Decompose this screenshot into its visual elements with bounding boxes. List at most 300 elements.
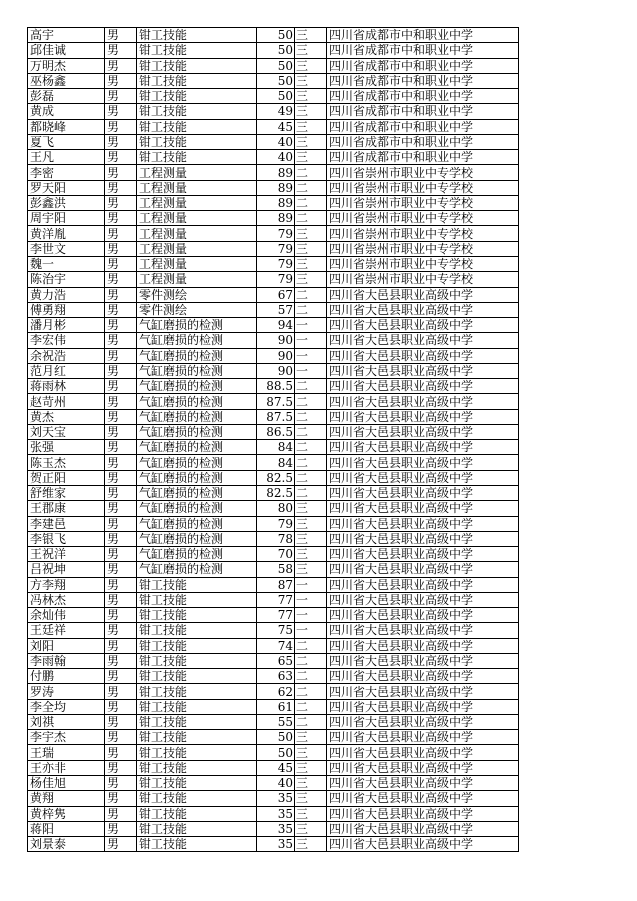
score-cell: 45 (257, 119, 295, 134)
table-row (28, 714, 519, 729)
table-row (28, 119, 519, 134)
table-row (28, 318, 519, 333)
school-cell: 四川省崇州市职业中专学校 (327, 241, 519, 256)
score-cell: 79 (257, 226, 295, 241)
project-cell: 零件测绘 (137, 302, 257, 317)
school-cell: 四川省成都市中和职业中学 (327, 43, 519, 58)
grade-cell: 三 (295, 562, 327, 577)
school-cell: 四川省大邑县职业高级中学 (327, 623, 519, 638)
table-row (28, 287, 519, 302)
school-cell: 四川省大邑县职业高级中学 (327, 806, 519, 821)
project-cell: 钳工技能 (137, 699, 257, 714)
table-row (28, 272, 519, 287)
score-cell: 50 (257, 745, 295, 760)
grade-cell: 二 (295, 394, 327, 409)
score-cell: 90 (257, 363, 295, 378)
school-cell: 四川省大邑县职业高级中学 (327, 791, 519, 806)
score-cell: 86.5 (257, 424, 295, 439)
table-row (28, 409, 519, 424)
school-cell: 四川省成都市中和职业中学 (327, 150, 519, 165)
score-cell: 82.5 (257, 485, 295, 500)
gender-cell: 男 (105, 180, 137, 195)
grade-cell: 一 (295, 577, 327, 592)
score-cell: 75 (257, 623, 295, 638)
school-cell: 四川省成都市中和职业中学 (327, 73, 519, 88)
gender-cell: 男 (105, 287, 137, 302)
gender-cell: 男 (105, 333, 137, 348)
table-row (28, 547, 519, 562)
score-cell: 77 (257, 608, 295, 623)
school-cell: 四川省成都市中和职业中学 (327, 119, 519, 134)
table-row (28, 470, 519, 485)
score-cell: 49 (257, 104, 295, 119)
student-name-cell: 余祝浩 (28, 348, 105, 363)
score-cell: 87.5 (257, 409, 295, 424)
score-cell: 90 (257, 333, 295, 348)
score-cell: 35 (257, 791, 295, 806)
gender-cell: 男 (105, 669, 137, 684)
table-row (28, 394, 519, 409)
gender-cell: 男 (105, 684, 137, 699)
score-cell: 78 (257, 531, 295, 546)
gender-cell: 男 (105, 272, 137, 287)
score-cell: 58 (257, 562, 295, 577)
grade-cell: 二 (295, 409, 327, 424)
project-cell: 工程测量 (137, 211, 257, 226)
project-cell: 工程测量 (137, 241, 257, 256)
project-cell: 钳工技能 (137, 806, 257, 821)
grade-cell: 三 (295, 806, 327, 821)
grade-cell: 一 (295, 623, 327, 638)
student-name-cell: 都晓峰 (28, 119, 105, 134)
score-cell: 55 (257, 714, 295, 729)
results-table-body (28, 28, 519, 852)
project-cell: 钳工技能 (137, 730, 257, 745)
gender-cell: 男 (105, 806, 137, 821)
school-cell: 四川省大邑县职业高级中学 (327, 730, 519, 745)
table-row (28, 516, 519, 531)
student-name-cell: 李宏伟 (28, 333, 105, 348)
student-name-cell: 李建邑 (28, 516, 105, 531)
project-cell: 气缸磨损的检测 (137, 348, 257, 363)
gender-cell: 男 (105, 760, 137, 775)
school-cell: 四川省大邑县职业高级中学 (327, 531, 519, 546)
student-name-cell: 杨佳旭 (28, 776, 105, 791)
gender-cell: 男 (105, 699, 137, 714)
grade-cell: 二 (295, 424, 327, 439)
table-row (28, 28, 519, 43)
student-name-cell: 王郡康 (28, 501, 105, 516)
project-cell: 气缸磨损的检测 (137, 424, 257, 439)
grade-cell: 二 (295, 195, 327, 210)
table-row (28, 837, 519, 852)
table-row (28, 43, 519, 58)
gender-cell: 男 (105, 638, 137, 653)
grade-cell: 三 (295, 28, 327, 43)
grade-cell: 二 (295, 302, 327, 317)
project-cell: 气缸磨损的检测 (137, 363, 257, 378)
grade-cell: 三 (295, 516, 327, 531)
table-row (28, 134, 519, 149)
gender-cell: 男 (105, 608, 137, 623)
table-row (28, 623, 519, 638)
student-name-cell: 方李翔 (28, 577, 105, 592)
score-cell: 50 (257, 730, 295, 745)
school-cell: 四川省大邑县职业高级中学 (327, 440, 519, 455)
table-row (28, 58, 519, 73)
score-cell: 45 (257, 760, 295, 775)
grade-cell: 二 (295, 684, 327, 699)
school-cell: 四川省崇州市职业中专学校 (327, 211, 519, 226)
project-cell: 工程测量 (137, 165, 257, 180)
project-cell: 钳工技能 (137, 745, 257, 760)
school-cell: 四川省大邑县职业高级中学 (327, 547, 519, 562)
gender-cell: 男 (105, 43, 137, 58)
gender-cell: 男 (105, 318, 137, 333)
score-cell: 89 (257, 195, 295, 210)
student-name-cell: 邱佳诚 (28, 43, 105, 58)
score-cell: 79 (257, 516, 295, 531)
student-name-cell: 刘天宝 (28, 424, 105, 439)
student-name-cell: 贺正阳 (28, 470, 105, 485)
gender-cell: 男 (105, 409, 137, 424)
project-cell: 气缸磨损的检测 (137, 440, 257, 455)
grade-cell: 三 (295, 226, 327, 241)
gender-cell: 男 (105, 440, 137, 455)
table-row (28, 348, 519, 363)
score-cell: 35 (257, 806, 295, 821)
table-row (28, 531, 519, 546)
table-row (28, 653, 519, 668)
gender-cell: 男 (105, 363, 137, 378)
student-name-cell: 罗天阳 (28, 180, 105, 195)
grade-cell: 三 (295, 272, 327, 287)
grade-cell: 二 (295, 455, 327, 470)
gender-cell: 男 (105, 58, 137, 73)
score-cell: 40 (257, 134, 295, 149)
grade-cell: 一 (295, 363, 327, 378)
school-cell: 四川省大邑县职业高级中学 (327, 638, 519, 653)
grade-cell: 三 (295, 745, 327, 760)
school-cell: 四川省大邑县职业高级中学 (327, 653, 519, 668)
gender-cell: 男 (105, 623, 137, 638)
score-cell: 50 (257, 73, 295, 88)
score-cell: 40 (257, 150, 295, 165)
table-row (28, 821, 519, 836)
gender-cell: 男 (105, 195, 137, 210)
results-table (27, 27, 519, 852)
project-cell: 钳工技能 (137, 608, 257, 623)
table-row (28, 150, 519, 165)
score-cell: 77 (257, 592, 295, 607)
grade-cell: 二 (295, 714, 327, 729)
project-cell: 钳工技能 (137, 669, 257, 684)
grade-cell: 一 (295, 348, 327, 363)
grade-cell: 三 (295, 256, 327, 271)
school-cell: 四川省成都市中和职业中学 (327, 28, 519, 43)
school-cell: 四川省崇州市职业中专学校 (327, 272, 519, 287)
table-row (28, 165, 519, 180)
grade-cell: 三 (295, 547, 327, 562)
project-cell: 钳工技能 (137, 776, 257, 791)
school-cell: 四川省大邑县职业高级中学 (327, 333, 519, 348)
student-name-cell: 李密 (28, 165, 105, 180)
score-cell: 89 (257, 180, 295, 195)
table-row (28, 89, 519, 104)
grade-cell: 二 (295, 180, 327, 195)
student-name-cell: 吕祝坤 (28, 562, 105, 577)
gender-cell: 男 (105, 531, 137, 546)
grade-cell: 二 (295, 165, 327, 180)
gender-cell: 男 (105, 485, 137, 500)
student-name-cell: 黄杰 (28, 409, 105, 424)
school-cell: 四川省大邑县职业高级中学 (327, 592, 519, 607)
school-cell: 四川省大邑县职业高级中学 (327, 394, 519, 409)
project-cell: 钳工技能 (137, 760, 257, 775)
score-cell: 61 (257, 699, 295, 714)
gender-cell: 男 (105, 394, 137, 409)
project-cell: 钳工技能 (137, 592, 257, 607)
gender-cell: 男 (105, 791, 137, 806)
school-cell: 四川省大邑县职业高级中学 (327, 776, 519, 791)
table-row (28, 379, 519, 394)
student-name-cell: 刘景泰 (28, 837, 105, 852)
student-name-cell: 陈玉杰 (28, 455, 105, 470)
score-cell: 67 (257, 287, 295, 302)
grade-cell: 二 (295, 485, 327, 500)
project-cell: 钳工技能 (137, 134, 257, 149)
table-row (28, 73, 519, 88)
gender-cell: 男 (105, 150, 137, 165)
gender-cell: 男 (105, 714, 137, 729)
student-name-cell: 黄梓隽 (28, 806, 105, 821)
table-row (28, 806, 519, 821)
school-cell: 四川省崇州市职业中专学校 (327, 195, 519, 210)
table-row (28, 501, 519, 516)
school-cell: 四川省大邑县职业高级中学 (327, 669, 519, 684)
student-name-cell: 万明杰 (28, 58, 105, 73)
student-name-cell: 刘祺 (28, 714, 105, 729)
project-cell: 钳工技能 (137, 73, 257, 88)
gender-cell: 男 (105, 776, 137, 791)
project-cell: 气缸磨损的检测 (137, 485, 257, 500)
table-row (28, 592, 519, 607)
project-cell: 钳工技能 (137, 104, 257, 119)
student-name-cell: 李银飞 (28, 531, 105, 546)
table-row (28, 226, 519, 241)
project-cell: 气缸磨损的检测 (137, 470, 257, 485)
gender-cell: 男 (105, 837, 137, 852)
student-name-cell: 李世文 (28, 241, 105, 256)
grade-cell: 三 (295, 531, 327, 546)
student-name-cell: 蒋雨林 (28, 379, 105, 394)
gender-cell: 男 (105, 134, 137, 149)
project-cell: 钳工技能 (137, 28, 257, 43)
project-cell: 钳工技能 (137, 43, 257, 58)
gender-cell: 男 (105, 424, 137, 439)
score-cell: 94 (257, 318, 295, 333)
gender-cell: 男 (105, 226, 137, 241)
school-cell: 四川省崇州市职业中专学校 (327, 226, 519, 241)
score-cell: 89 (257, 211, 295, 226)
grade-cell: 三 (295, 730, 327, 745)
school-cell: 四川省大邑县职业高级中学 (327, 608, 519, 623)
school-cell: 四川省大邑县职业高级中学 (327, 485, 519, 500)
school-cell: 四川省大邑县职业高级中学 (327, 363, 519, 378)
table-row (28, 485, 519, 500)
student-name-cell: 冯林杰 (28, 592, 105, 607)
school-cell: 四川省大邑县职业高级中学 (327, 684, 519, 699)
score-cell: 50 (257, 58, 295, 73)
student-name-cell: 李宇杰 (28, 730, 105, 745)
student-name-cell: 黄翔 (28, 791, 105, 806)
table-row (28, 791, 519, 806)
project-cell: 钳工技能 (137, 119, 257, 134)
school-cell: 四川省大邑县职业高级中学 (327, 302, 519, 317)
gender-cell: 男 (105, 211, 137, 226)
student-name-cell: 巫杨鑫 (28, 73, 105, 88)
grade-cell: 二 (295, 669, 327, 684)
table-row (28, 699, 519, 714)
gender-cell: 男 (105, 821, 137, 836)
grade-cell: 二 (295, 211, 327, 226)
table-row (28, 776, 519, 791)
grade-cell: 三 (295, 241, 327, 256)
project-cell: 气缸磨损的检测 (137, 531, 257, 546)
table-row (28, 669, 519, 684)
school-cell: 四川省大邑县职业高级中学 (327, 470, 519, 485)
table-row (28, 256, 519, 271)
gender-cell: 男 (105, 348, 137, 363)
student-name-cell: 付鹏 (28, 669, 105, 684)
project-cell: 钳工技能 (137, 821, 257, 836)
project-cell: 钳工技能 (137, 150, 257, 165)
student-name-cell: 潘月彬 (28, 318, 105, 333)
grade-cell: 一 (295, 592, 327, 607)
gender-cell: 男 (105, 73, 137, 88)
project-cell: 钳工技能 (137, 791, 257, 806)
table-row (28, 638, 519, 653)
table-row (28, 104, 519, 119)
score-cell: 40 (257, 776, 295, 791)
school-cell: 四川省成都市中和职业中学 (327, 104, 519, 119)
table-row (28, 562, 519, 577)
grade-cell: 三 (295, 119, 327, 134)
gender-cell: 男 (105, 501, 137, 516)
score-cell: 79 (257, 272, 295, 287)
score-cell: 84 (257, 440, 295, 455)
grade-cell: 三 (295, 58, 327, 73)
grade-cell: 二 (295, 287, 327, 302)
school-cell: 四川省大邑县职业高级中学 (327, 318, 519, 333)
gender-cell: 男 (105, 119, 137, 134)
score-cell: 87.5 (257, 394, 295, 409)
gender-cell: 男 (105, 592, 137, 607)
project-cell: 钳工技能 (137, 638, 257, 653)
score-cell: 35 (257, 837, 295, 852)
score-cell: 50 (257, 28, 295, 43)
student-name-cell: 李全均 (28, 699, 105, 714)
grade-cell: 三 (295, 791, 327, 806)
gender-cell: 男 (105, 256, 137, 271)
project-cell: 气缸磨损的检测 (137, 455, 257, 470)
school-cell: 四川省大邑县职业高级中学 (327, 577, 519, 592)
student-name-cell: 王亦非 (28, 760, 105, 775)
student-name-cell: 张强 (28, 440, 105, 455)
school-cell: 四川省大邑县职业高级中学 (327, 379, 519, 394)
table-row (28, 333, 519, 348)
score-cell: 74 (257, 638, 295, 653)
table-row (28, 363, 519, 378)
grade-cell: 三 (295, 501, 327, 516)
project-cell: 气缸磨损的检测 (137, 379, 257, 394)
gender-cell: 男 (105, 28, 137, 43)
gender-cell: 男 (105, 653, 137, 668)
school-cell: 四川省大邑县职业高级中学 (327, 562, 519, 577)
score-cell: 90 (257, 348, 295, 363)
student-name-cell: 夏飞 (28, 134, 105, 149)
gender-cell: 男 (105, 577, 137, 592)
school-cell: 四川省大邑县职业高级中学 (327, 837, 519, 852)
score-cell: 80 (257, 501, 295, 516)
school-cell: 四川省大邑县职业高级中学 (327, 424, 519, 439)
student-name-cell: 舒维家 (28, 485, 105, 500)
table-row (28, 684, 519, 699)
gender-cell: 男 (105, 455, 137, 470)
school-cell: 四川省大邑县职业高级中学 (327, 516, 519, 531)
student-name-cell: 刘阳 (28, 638, 105, 653)
student-name-cell: 黄力浩 (28, 287, 105, 302)
school-cell: 四川省大邑县职业高级中学 (327, 745, 519, 760)
grade-cell: 三 (295, 776, 327, 791)
grade-cell: 三 (295, 104, 327, 119)
project-cell: 工程测量 (137, 272, 257, 287)
project-cell: 钳工技能 (137, 684, 257, 699)
gender-cell: 男 (105, 104, 137, 119)
student-name-cell: 王祝洋 (28, 547, 105, 562)
project-cell: 气缸磨损的检测 (137, 394, 257, 409)
student-name-cell: 黄成 (28, 104, 105, 119)
score-cell: 62 (257, 684, 295, 699)
table-row (28, 608, 519, 623)
student-name-cell: 王瑞 (28, 745, 105, 760)
table-row (28, 241, 519, 256)
score-cell: 87 (257, 577, 295, 592)
grade-cell: 一 (295, 318, 327, 333)
project-cell: 气缸磨损的检测 (137, 333, 257, 348)
project-cell: 气缸磨损的检测 (137, 516, 257, 531)
school-cell: 四川省崇州市职业中专学校 (327, 256, 519, 271)
school-cell: 四川省成都市中和职业中学 (327, 58, 519, 73)
grade-cell: 三 (295, 89, 327, 104)
table-row (28, 455, 519, 470)
grade-cell: 三 (295, 150, 327, 165)
gender-cell: 男 (105, 89, 137, 104)
project-cell: 气缸磨损的检测 (137, 501, 257, 516)
grade-cell: 二 (295, 379, 327, 394)
grade-cell: 三 (295, 73, 327, 88)
student-name-cell: 高宇 (28, 28, 105, 43)
table-row (28, 180, 519, 195)
score-cell: 82.5 (257, 470, 295, 485)
project-cell: 气缸磨损的检测 (137, 409, 257, 424)
project-cell: 钳工技能 (137, 89, 257, 104)
gender-cell: 男 (105, 302, 137, 317)
project-cell: 钳工技能 (137, 58, 257, 73)
grade-cell: 二 (295, 440, 327, 455)
gender-cell: 男 (105, 730, 137, 745)
table-row (28, 424, 519, 439)
